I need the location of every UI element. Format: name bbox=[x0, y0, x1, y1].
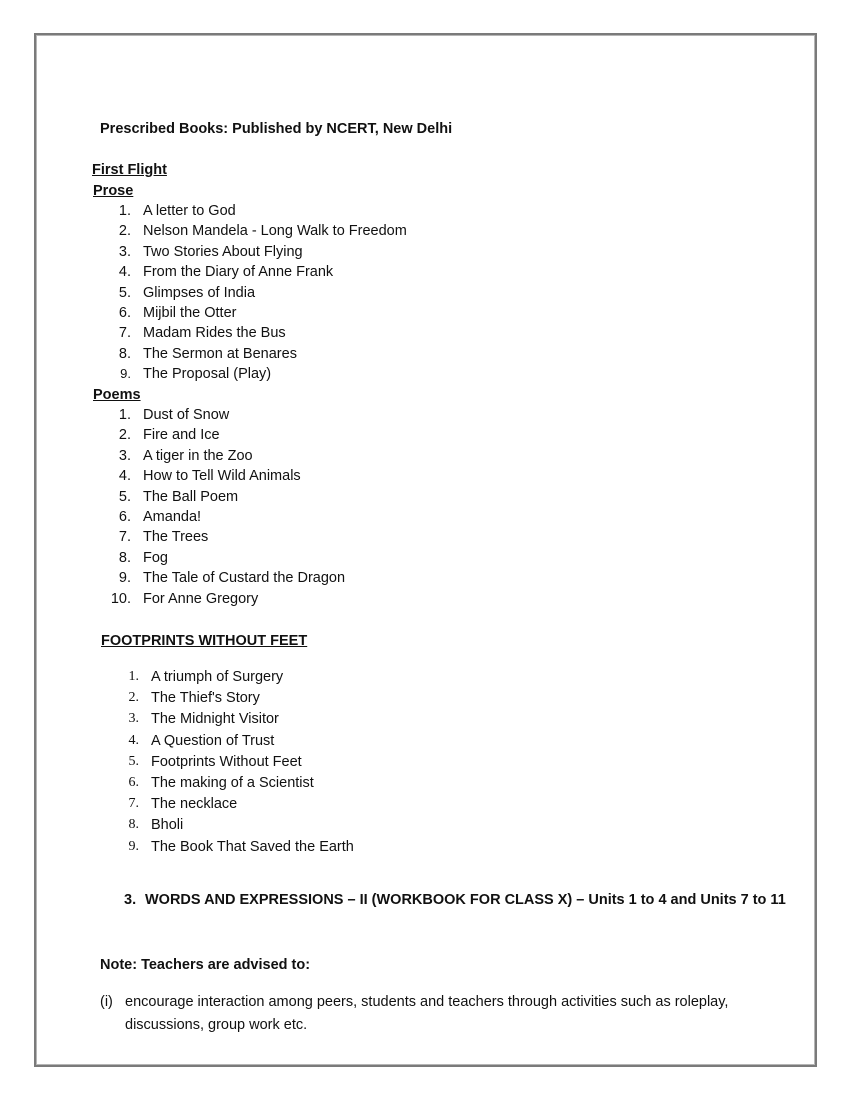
prose-item-text: Mijbil the Otter bbox=[143, 305, 237, 321]
prose-item-text: Nelson Mandela - Long Walk to Freedom bbox=[143, 223, 407, 240]
poem-item-text: How to Tell Wild Animals bbox=[143, 468, 301, 485]
prose-item-text: Glimpses of India bbox=[143, 284, 256, 301]
prose-item-text: From the Diary of Anne Frank bbox=[143, 264, 334, 281]
poem-item-text: A tiger in the Zoo bbox=[143, 447, 253, 464]
prose-item-number: 5. bbox=[118, 284, 131, 301]
footprints-item-text: A triumph of Surgery bbox=[151, 669, 284, 685]
footprints-item-text: The Thief's Story bbox=[151, 690, 260, 707]
prescribed-books-heading: Prescribed Books: Published by NCERT, New Delhi bbox=[100, 121, 453, 137]
prose-item-number: 7. bbox=[118, 325, 131, 342]
prose-item-number: 1. bbox=[118, 203, 131, 219]
note-line-2: discussions, group work etc. bbox=[125, 1017, 308, 1033]
poem-item-text: The Ball Poem bbox=[143, 488, 239, 505]
first-flight-title: First Flight bbox=[92, 162, 167, 178]
footprints-item-text: The making of a Scientist bbox=[151, 775, 314, 791]
prose-item-number: 6. bbox=[118, 305, 131, 321]
poems-heading: Poems bbox=[93, 387, 141, 403]
footprints-item-number: 9. bbox=[128, 838, 139, 854]
prose-item-number: 4. bbox=[118, 264, 131, 281]
footprints-item-text: The necklace bbox=[151, 796, 238, 813]
prose-item-number: 3. bbox=[118, 243, 131, 260]
note-heading: Note: Teachers are advised to: bbox=[100, 957, 311, 973]
footprints-item-text: Footprints Without Feet bbox=[151, 753, 302, 770]
footprints-title: FOOTPRINTS WITHOUT FEET bbox=[101, 633, 308, 649]
poem-item-number: 8. bbox=[118, 549, 131, 566]
footprints-item-number: 3. bbox=[128, 711, 139, 727]
footprints-item-number: 2. bbox=[128, 690, 139, 706]
prose-item-number: 8. bbox=[118, 345, 131, 362]
footprints-item-number: 7. bbox=[128, 796, 139, 812]
poem-item-number: 4. bbox=[118, 468, 131, 485]
prose-item-text: The Sermon at Benares bbox=[143, 345, 297, 362]
poem-item-text: The Tale of Custard the Dragon bbox=[143, 570, 346, 587]
prose-heading: Prose bbox=[93, 183, 134, 199]
poem-item-number: 3. bbox=[118, 447, 131, 464]
footprints-item-number: 5. bbox=[128, 753, 139, 769]
footprints-item-text: Bholi bbox=[151, 817, 184, 834]
poem-item-text: Amanda! bbox=[143, 509, 202, 525]
prose-item-number: 2. bbox=[118, 223, 131, 240]
prose-item-text: Two Stories About Flying bbox=[143, 243, 303, 260]
prose-item-text: A letter to God bbox=[143, 203, 236, 219]
poem-item-text: For Anne Gregory bbox=[143, 590, 259, 607]
footprints-item-number: 4. bbox=[128, 732, 139, 748]
footprints-item-text: A Question of Trust bbox=[151, 732, 275, 749]
poem-item-number: 2. bbox=[118, 427, 131, 444]
prose-item-text: The Proposal (Play) bbox=[143, 366, 272, 383]
note-marker: (i) bbox=[100, 994, 113, 1010]
footprints-item-number: 1. bbox=[128, 669, 139, 684]
poem-item-number: 1. bbox=[118, 407, 131, 423]
prose-item-text: Madam Rides the Bus bbox=[143, 325, 286, 342]
poem-item-number: 6. bbox=[118, 509, 131, 525]
poem-item-text: The Trees bbox=[143, 529, 209, 546]
poem-item-number: 9. bbox=[118, 570, 131, 587]
footprints-item-number: 8. bbox=[128, 817, 139, 833]
prose-item-number: 9. bbox=[120, 366, 131, 382]
footprints-item-number: 6. bbox=[128, 775, 139, 790]
footprints-item-text: The Midnight Visitor bbox=[151, 711, 279, 728]
poem-item-number: 7. bbox=[118, 529, 131, 546]
workbook-number: 3. bbox=[124, 892, 137, 908]
poem-item-text: Dust of Snow bbox=[143, 407, 230, 423]
note-line-1: encourage interaction among peers, students and teachers through activities such as roleplay, bbox=[125, 994, 729, 1010]
workbook-title: WORDS AND EXPRESSIONS – II (WORKBOOK FOR CLASS X) – Units 1 to 4 and Units 7 to 11 bbox=[145, 892, 786, 908]
poem-item-number: 10. bbox=[110, 590, 131, 607]
footprints-item-text: The Book That Saved the Earth bbox=[151, 838, 354, 855]
poem-item-text: Fire and Ice bbox=[143, 427, 220, 444]
poem-item-number: 5. bbox=[118, 488, 131, 505]
poem-item-text: Fog bbox=[143, 549, 168, 566]
